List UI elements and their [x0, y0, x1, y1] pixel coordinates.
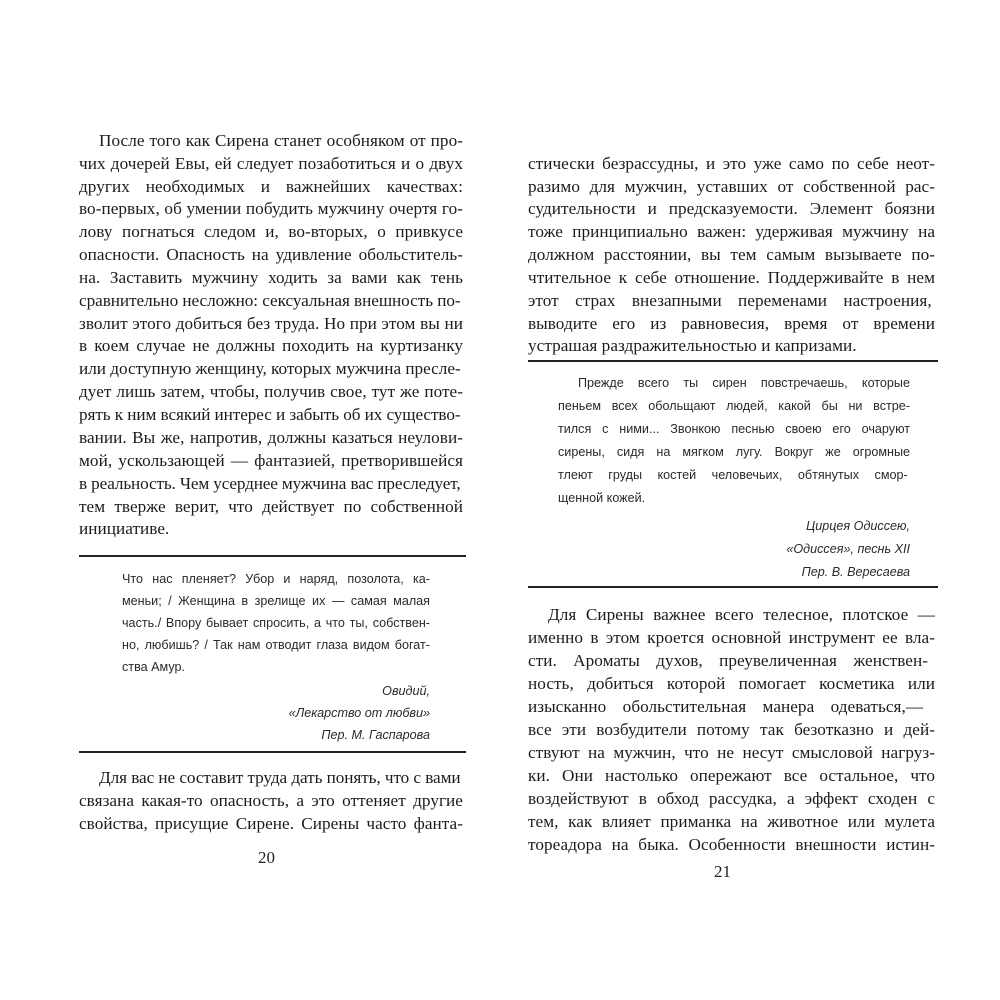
text-line: инициативе.	[79, 519, 170, 538]
quote-line: пеньем всех обольщают людей, какой бы ни встре-	[558, 399, 910, 413]
text-line: судительности и предсказуемости. Элемент боязни	[528, 199, 935, 218]
text-line: выводите его из равновесия, время от времени	[528, 314, 935, 333]
text-line: чтительное к себе отношение. Поддерживайте в нем	[528, 268, 935, 287]
text-line: Для Сирены важнее всего телесное, плотское —	[548, 605, 935, 624]
quote-line: Что нас пленяет? Убор и наряд, позолота, ка-	[122, 572, 430, 586]
text-line: Для вас не составит труда дать понять, что с вами	[99, 768, 461, 787]
text-line: зволит этого добиться без труда. Но при этом вы ни	[79, 314, 463, 333]
quote-line: меньи; / Женщина в зрелище их — самая малая	[122, 594, 430, 608]
text-line: все эти возбудители потому так безотказно и дей-	[528, 720, 935, 739]
quote-line: ства Амур.	[122, 660, 185, 674]
quote-author: Цирцея Одиссею,	[806, 519, 910, 533]
text-line: ки. Они настолько опережают все остальное, что	[528, 766, 935, 785]
text-line: рять к ним всякий интерес и забыть об их существо-	[79, 405, 461, 424]
page-number: 20	[258, 848, 275, 867]
text-line: ствуют на мужчин, что не несут смысловой нагруз-	[528, 743, 935, 762]
quote-rule-bottom	[528, 586, 938, 588]
text-line: этот страх внезапными переменами настроения,	[528, 291, 932, 310]
text-line: ность, добиться которой помогает косметика или	[528, 674, 935, 693]
text-line: должном расстоянии, вы тем самым вызываете по-	[528, 245, 935, 264]
text-line: свойства, присущие Сирене. Сирены часто фанта-	[79, 814, 463, 833]
text-line: сравнительно несложно: сексуальная внешность по-	[79, 291, 461, 310]
text-line: в реальность. Чем усерднее мужчина вас преследует,	[79, 474, 461, 493]
quote-line: но, любишь? / Так нам отводит глаза видом богат-	[122, 638, 430, 652]
quote-translator: Пер. В. Вересаева	[801, 565, 910, 579]
quote-rule-top	[79, 555, 466, 557]
quote-source: «Одиссея», песнь XII	[786, 542, 910, 556]
quote-rule-bottom	[79, 751, 466, 753]
text-line: разимо для мужчин, уставших от собственной рас-	[528, 177, 935, 196]
quote-line: часть./ Впору бывает спросить, а что ты, собствен-	[122, 616, 430, 630]
text-line: чих дочерей Евы, ей следует позаботиться и о двух	[79, 154, 463, 173]
text-line: тореадора на быка. Особенности внешности истин-	[528, 835, 935, 854]
text-line: вании. Вы же, напротив, должны казаться неулови-	[79, 428, 463, 447]
text-line: тоже принципиально важен: удерживая мужчину на	[528, 222, 935, 241]
right-page	[500, 0, 1000, 1000]
quote-translator: Пер. М. Гаспарова	[321, 728, 430, 742]
quote-line: сирены, сидя на мягком лугу. Вокруг же огромные	[558, 445, 910, 459]
text-line: связана какая-то опасность, а это оттеняет другие	[79, 791, 463, 810]
text-line: в коем случае не должны походить на куртизанку	[79, 336, 463, 355]
quote-line: тился с ними... Звонкою песнью своею его очаруют	[558, 422, 910, 436]
quote-line: щенной кожей.	[558, 491, 646, 505]
text-line: или доступную женщину, которых мужчина пресле-	[79, 359, 461, 378]
text-line: именно в этом кроется основной инструмент ее вла-	[528, 628, 935, 647]
text-line: сти. Ароматы духов, преувеличенная женствен-	[528, 651, 928, 670]
page-number: 21	[714, 862, 731, 881]
text-line: во-первых, об умении побудить мужчину очертя го-	[79, 199, 463, 218]
text-line: тем, как влияет приманка на животное или мулета	[528, 812, 935, 831]
text-line: устрашая раздражительностью и капризами.	[528, 336, 857, 355]
text-line: на. Заставить мужчину ходить за вами как тень	[79, 268, 463, 287]
text-line: мой, ускользающей — фантазией, претворившейся	[79, 451, 463, 470]
text-line: лову погнаться следом и, во-вторых, о привкусе	[79, 222, 463, 241]
text-line: опасности. Опасность на удивление обольститель-	[79, 245, 463, 264]
quote-author: Овидий,	[382, 684, 430, 698]
text-line: После того как Сирена станет особняком от про-	[99, 131, 463, 150]
quote-rule-top	[528, 360, 938, 362]
text-line: стически безрассудны, и это уже само по себе неот-	[528, 154, 935, 173]
quote-line: тлеют груды костей человечьих, обтянутых смор-	[558, 468, 908, 482]
text-line: тем тверже верит, что действует по собственной	[79, 497, 463, 516]
text-line: других необходимых и важнейших качествах:	[79, 177, 463, 196]
quote-source: «Лекарство от любви»	[288, 706, 430, 720]
quote-line: Прежде всего ты сирен повстречаешь, которые	[578, 376, 910, 390]
text-line: изысканно обольстительная манера одеваться,—	[528, 697, 924, 716]
text-line: воздействуют в обход рассудка, а эффект сходен с	[528, 789, 935, 808]
text-line: дует лишь затем, чтобы, получив свое, тут же потe-	[79, 382, 463, 401]
